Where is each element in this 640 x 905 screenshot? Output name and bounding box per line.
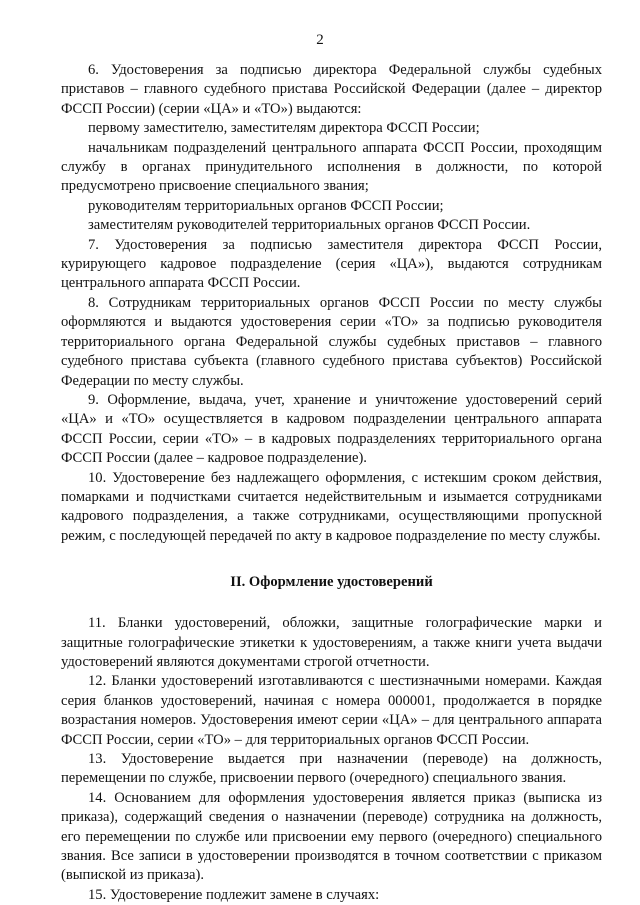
list-item-heads-of-departments: начальникам подразделений центрального аппарата ФССП России, проходящим службу в органах принудительного исполнения в должности, по которой предусмотрено присвоение специального звания; bbox=[61, 139, 602, 195]
paragraph-13: 13. Удостоверение выдается при назначении (переводе) на должность, перемещении по службе, присвоении первого (очередного) специального звания. bbox=[61, 751, 602, 787]
document-body bbox=[61, 61, 602, 905]
paragraph-12: 12. Бланки удостоверений изготавливаются с шестизначными номерами. Каждая серия бланков удостоверений, начиная с номера 000001, продолжается в порядке возрастания номеров. Удостоверения имеют серии «ЦА» – для центрального аппарата ФССП России, серии «ТО» – для территориальных органов ФССП России. bbox=[61, 673, 602, 748]
paragraph-15: 15. Удостоверение подлежит замене в случаях: bbox=[88, 886, 380, 903]
paragraph-9: 9. Оформление, выдача, учет, хранение и уничтожение удостоверений серий «ЦА» и «ТО» осуществляется в кадровом подразделении центрального аппарата ФССП России, серии «ТО» – в кадровых подразделениях территориального органа ФССП России (далее – кадровое подразделение). bbox=[61, 391, 602, 467]
section-heading: II. Оформление удостоверений bbox=[230, 574, 433, 591]
page-number: 2 bbox=[316, 32, 324, 48]
list-item-territorial-deputies: заместителям руководителей территориальных органов ФССП России. bbox=[88, 217, 531, 234]
list-item-first-deputy: первому заместителю, заместителям директора ФССП России; bbox=[88, 120, 480, 137]
paragraph-6: 6. Удостоверения за подписью директора Федеральной службы судебных приставов – главного судебного пристава Российской Федерации (далее – директор ФССП России) (серии «ЦА» и «ТО») выдаются: bbox=[61, 62, 602, 117]
paragraph-10: 10. Удостоверение без надлежащего оформления, с истекшим сроком действия, помарками и подчистками считается недействительным и изымается сотрудниками кадрового подразделения, а также сотрудниками, осуществляющими пропускной режим, с последующей передачей по акту в кадровое подразделение по месту службы. bbox=[61, 469, 602, 544]
list-item-territorial-heads: руководителям территориальных органов ФССП России; bbox=[88, 197, 444, 214]
paragraph-7: 7. Удостоверения за подписью заместителя директора ФССП России, курирующего кадровое подразделение (серия «ЦА»), выдаются сотрудникам центрального аппарата ФССП России. bbox=[61, 236, 602, 292]
paragraph-8: 8. Сотрудникам территориальных органов ФССП России по месту службы оформляются и выдаются удостоверения серии «ТО» за подписью руководителя территориального органа Федеральной службы судебных приставов – главного судебного пристава субъекта (главного судебного пристава субъектов) Российской Федерации по месту службы. bbox=[61, 294, 602, 389]
paragraph-11: 11. Бланки удостоверений, обложки, защитные голографические марки и защитные голографические этикетки к удостоверениям, а также книги учета выдачи удостоверений являются документами строгой отчетности. bbox=[61, 615, 602, 670]
paragraph-14: 14. Основанием для оформления удостоверения является приказ (выписка из приказа), содержащий сведения о назначении (переводе) сотрудника на должность, его перемещении по службе или присвоении ему первого (очередного) специального звания. Все записи в удостоверении производятся в точном соответствии с приказом (выпиской из приказа). bbox=[61, 789, 602, 884]
